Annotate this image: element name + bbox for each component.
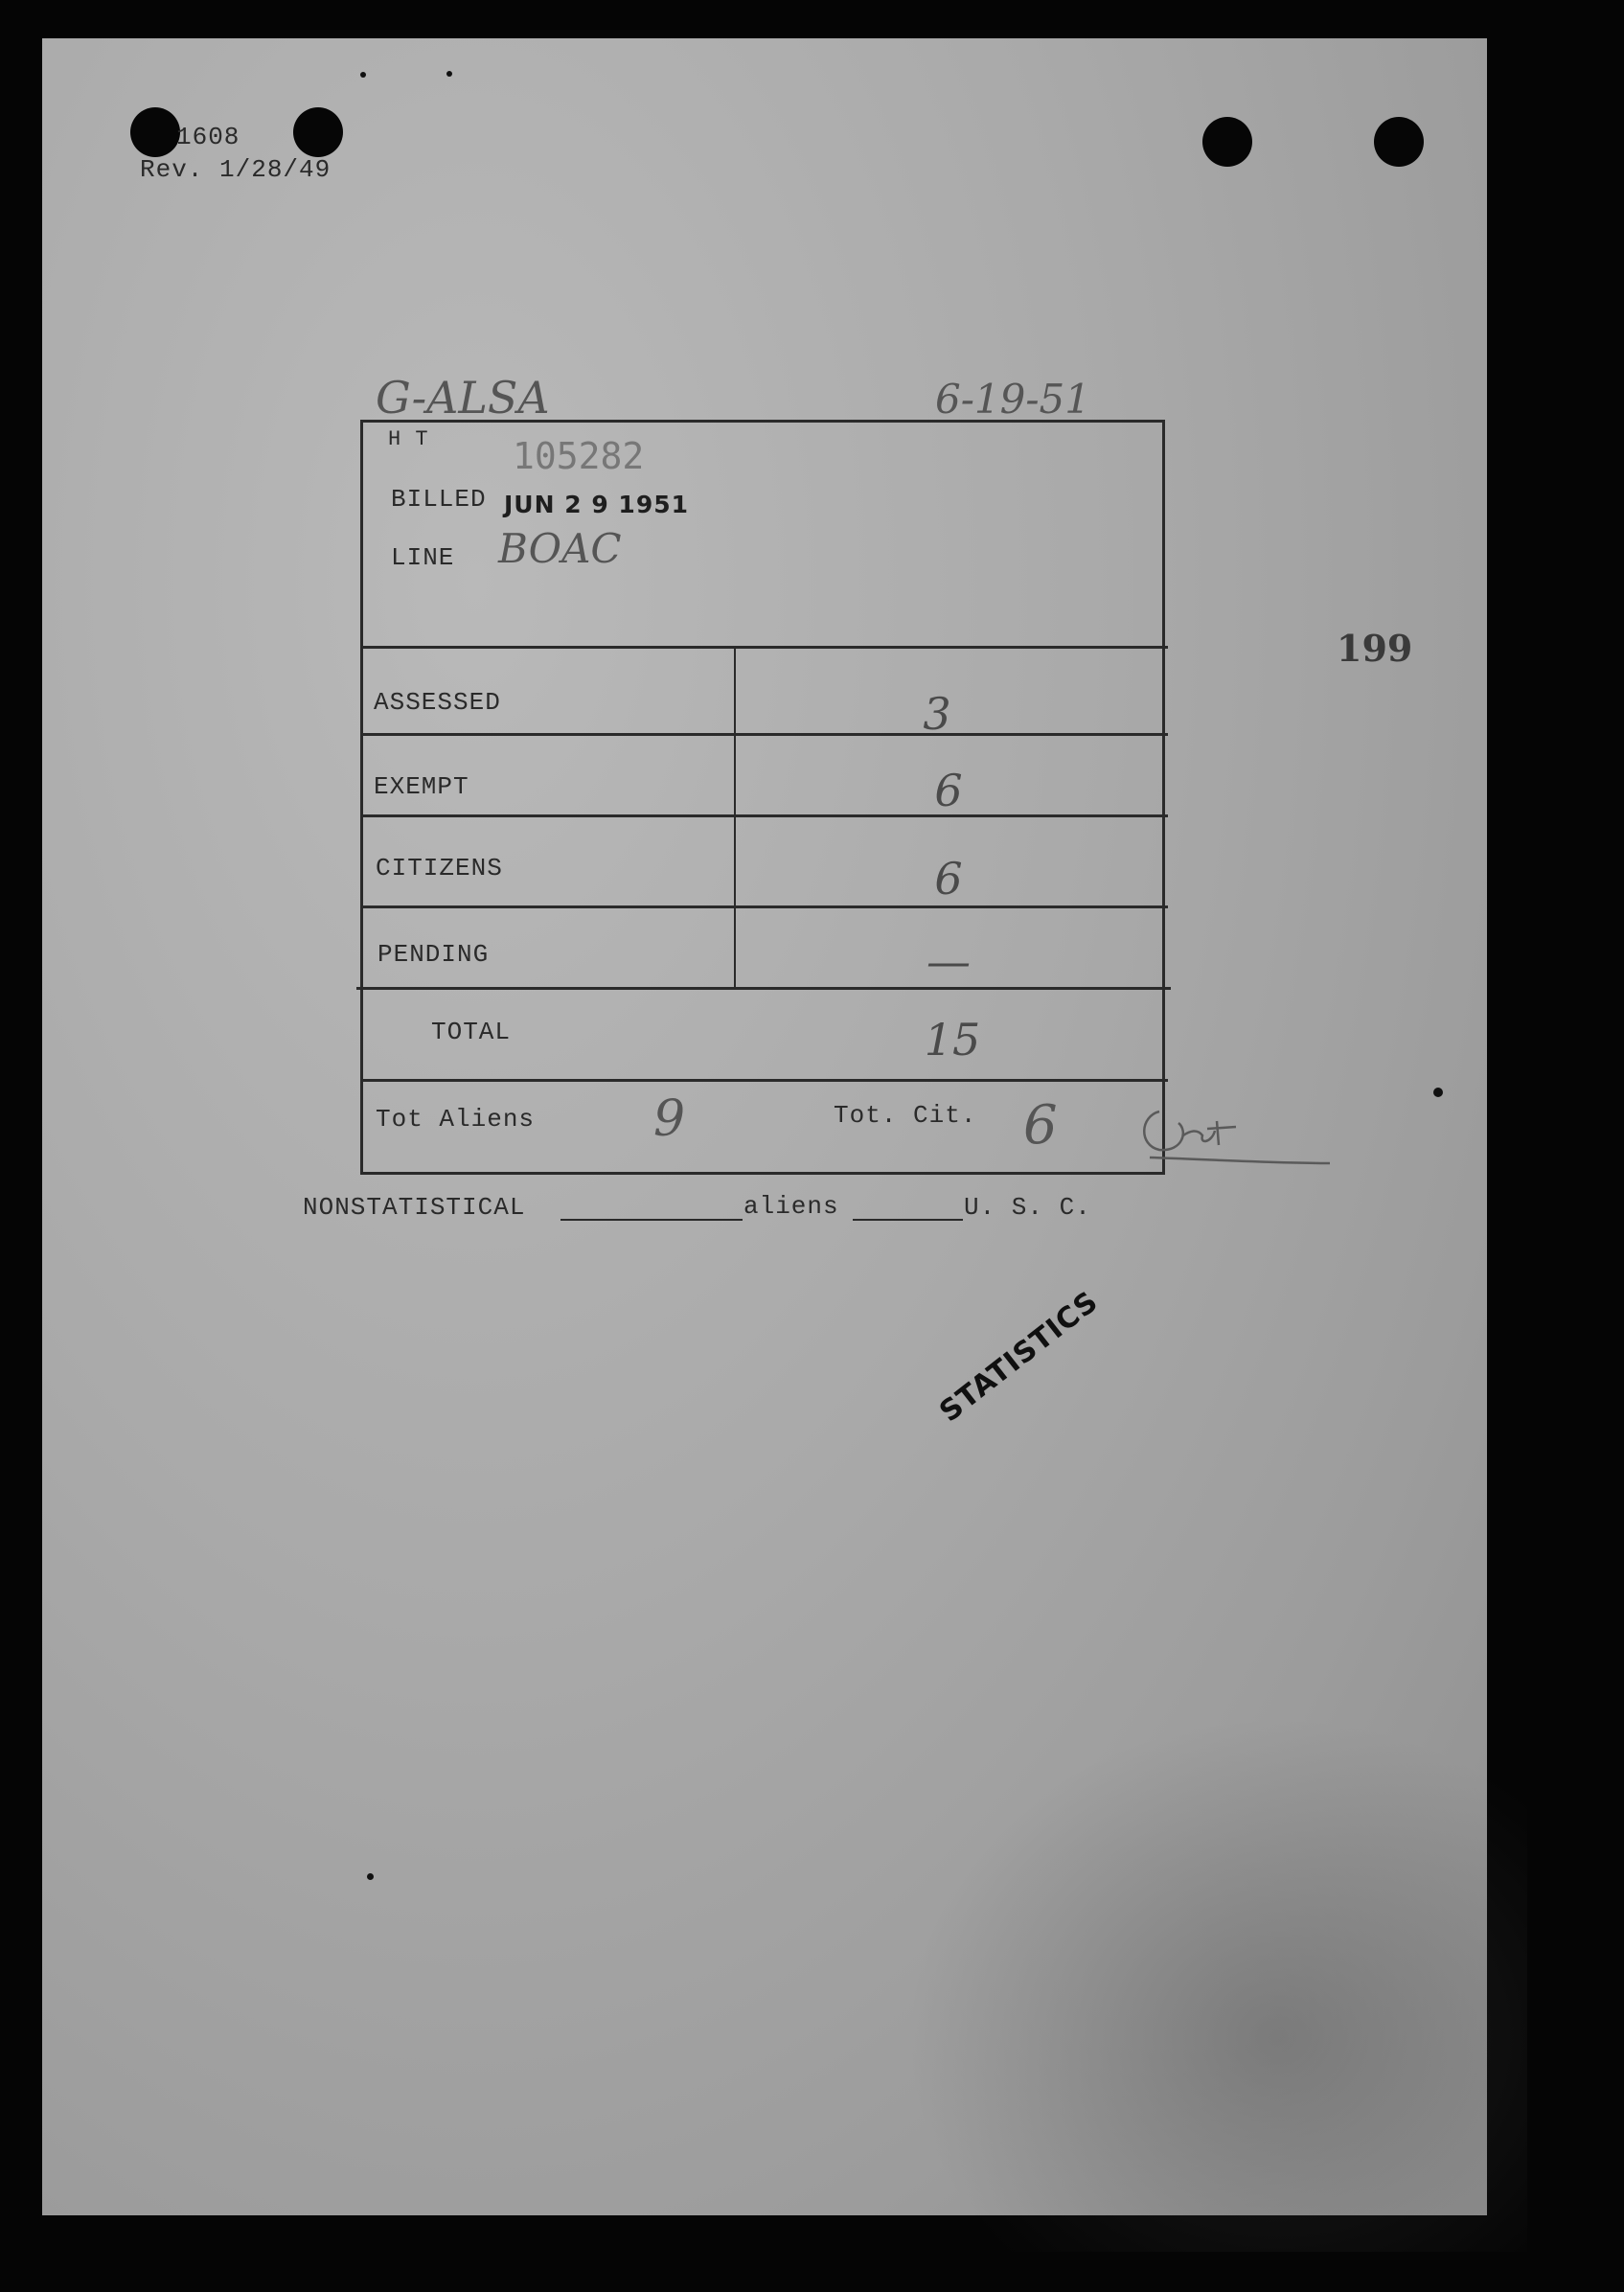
- line-value: BOAC: [498, 525, 622, 572]
- speck: [1433, 1088, 1443, 1097]
- initials-scribble: [1131, 1092, 1332, 1169]
- nonstatistical-blank: [560, 1219, 743, 1221]
- tot-aliens-value: 9: [653, 1090, 686, 1148]
- row-label-pending: PENDING: [377, 940, 490, 969]
- manifest-box: [360, 420, 1165, 1175]
- punch-hole-2: [293, 107, 343, 157]
- row-value-total: 15: [924, 1014, 981, 1066]
- usc-label: U. S. C.: [964, 1193, 1091, 1222]
- speck: [360, 72, 366, 78]
- statistics-stamp: STATISTICS: [933, 1284, 1106, 1430]
- form-revision: Rev. 1/28/49: [140, 155, 332, 184]
- speck: [367, 1873, 374, 1880]
- rule-pending: [356, 987, 1171, 990]
- nonstatistical-label: NONSTATISTICAL: [303, 1193, 526, 1222]
- paper-shadow: [904, 1715, 1527, 2252]
- tot-aliens-label: Tot Aliens: [376, 1105, 536, 1134]
- billed-label: BILLED: [391, 485, 487, 514]
- speck: [446, 71, 452, 77]
- page-number: 199: [1337, 627, 1413, 670]
- tot-cit-value: 6: [1023, 1094, 1058, 1157]
- row-value-pending: —: [926, 935, 971, 987]
- row-label-citizens: CITIZENS: [376, 854, 503, 882]
- tot-cit-label: Tot. Cit.: [834, 1101, 977, 1130]
- billed-date: JUN 2 9 1951: [504, 491, 690, 518]
- aliens-label: aliens: [743, 1192, 839, 1221]
- flight-code: G-ALSA: [376, 372, 550, 424]
- punch-hole-3: [1202, 117, 1252, 167]
- row-value-exempt: 6: [934, 765, 963, 816]
- row-label-assessed: ASSESSED: [374, 688, 501, 717]
- rule-total: [360, 1079, 1168, 1082]
- record-date: 6-19-51: [935, 376, 1090, 423]
- form-number: 1608: [176, 123, 240, 151]
- punch-hole-4: [1374, 117, 1424, 167]
- row-label-total: TOTAL: [431, 1018, 512, 1046]
- ht-label: H T: [388, 427, 429, 451]
- rule-header: [360, 646, 1168, 649]
- rule-citizens: [360, 905, 1168, 908]
- line-label: LINE: [391, 543, 455, 572]
- row-value-assessed: 3: [923, 688, 951, 740]
- rule-exempt: [360, 814, 1168, 817]
- row-label-exempt: EXEMPT: [374, 772, 469, 801]
- row-value-citizens: 6: [934, 853, 963, 905]
- punch-hole-1: [130, 107, 180, 157]
- rule-assessed: [360, 733, 1168, 736]
- ht-number: 105282: [513, 435, 645, 477]
- aliens-blank: [853, 1219, 963, 1221]
- column-divider: [734, 649, 736, 987]
